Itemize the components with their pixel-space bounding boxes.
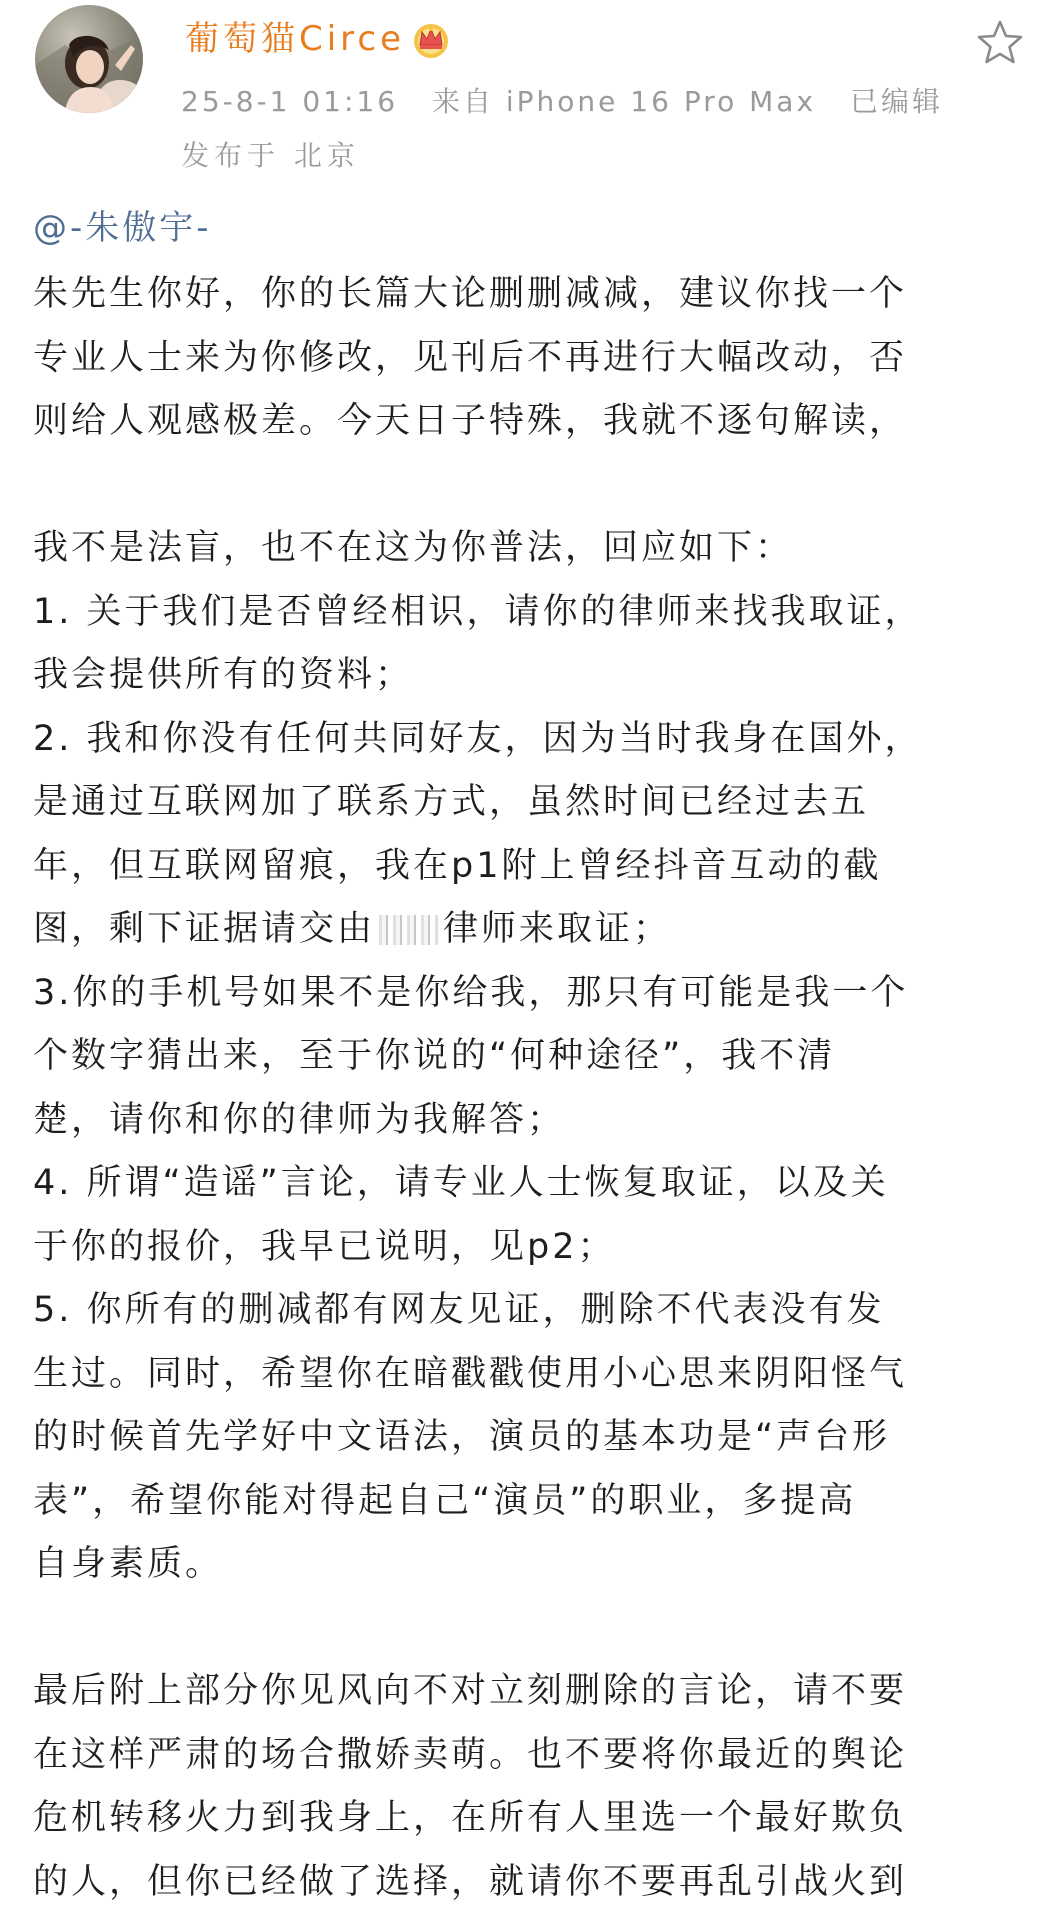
body-line: 朱先生你好，你的长篇大论删删减减，建议你找一个 — [33, 263, 1033, 327]
avatar[interactable] — [35, 5, 143, 113]
body-line: 4. 所谓“造谣”言论，请专业人士恢复取证，以及关 — [33, 1152, 1033, 1216]
body-line: 自身素质。 — [33, 1533, 1033, 1597]
body-text-segment: 图，剩下证据请交由 — [33, 909, 375, 949]
body-line: 最后附上部分你见风向不对立刻删除的言论，请不要 — [33, 1660, 1033, 1724]
star-icon[interactable] — [975, 18, 1025, 68]
post-source: 来自 iPhone 16 Pro Max — [432, 85, 816, 118]
crown-icon — [409, 17, 453, 61]
post-location: 发布于 北京 — [181, 136, 360, 176]
body-line: 年，但互联网留痕，我在p1附上曾经抖音互动的截 — [33, 835, 1033, 899]
post-header — [0, 0, 1059, 180]
body-line: 危机转移火力到我身上，在所有人里选一个最好欺负 — [33, 1787, 1033, 1851]
body-line: 2. 我和你没有任何共同好友，因为当时我身在国外， — [33, 708, 1033, 772]
body-line: 表”，希望你能对得起自己“演员”的职业，多提高 — [33, 1470, 1033, 1534]
body-line: 我不是法盲，也不在这为你普法，回应如下： — [33, 517, 1033, 581]
body-line: 3.你的手机号如果不是你给我，那只有可能是我一个 — [33, 962, 1033, 1026]
body-line: 1. 关于我们是否曾经相识，请你的律师来找我取证， — [33, 581, 1033, 645]
body-line: 专业人士来为你修改，见刊后不再进行大幅改动，否 — [33, 327, 1033, 391]
body-line: 5. 你所有的删减都有网友见证，删除不代表没有发 — [33, 1279, 1033, 1343]
edited-label[interactable]: 已编辑 — [850, 85, 943, 118]
post-date: 25-8-1 01:16 — [181, 85, 398, 118]
body-line: 是通过互联网加了联系方式，虽然时间已经过去五 — [33, 771, 1033, 835]
body-line: 的时候首先学好中文语法，演员的基本功是“声台形 — [33, 1406, 1033, 1470]
body-line: 则给人观感极差。今天日子特殊，我就不逐句解读， — [33, 390, 1033, 454]
author-row — [185, 14, 453, 64]
body-line: 在这样严肃的场合撒娇卖萌。也不要将你最近的舆论 — [33, 1724, 1033, 1788]
body-line: 我会提供所有的资料； — [33, 644, 1033, 708]
redacted-name — [379, 915, 439, 945]
mention-link[interactable]: @-朱傲宇- — [33, 203, 212, 253]
body-line: 生过。同时，希望你在暗戳戳使用小心思来阴阳怪气 — [33, 1343, 1033, 1407]
post-body — [33, 263, 1033, 1914]
blank-line — [33, 454, 1033, 518]
body-line: 的人，但你已经做了选择，就请你不要再乱引战火到 — [33, 1851, 1033, 1914]
author-name[interactable]: 葡萄猫Circe — [185, 14, 405, 64]
body-line: 于你的报价，我早已说明，见p2； — [33, 1216, 1033, 1280]
body-text-segment: 律师来取证； — [443, 909, 671, 949]
body-line — [33, 898, 1033, 962]
body-line: 个数字猜出来，至于你说的“何种途径”，我不清 — [33, 1025, 1033, 1089]
blank-line — [33, 1597, 1033, 1661]
body-line: 楚，请你和你的律师为我解答； — [33, 1089, 1033, 1153]
post-meta — [181, 82, 965, 122]
